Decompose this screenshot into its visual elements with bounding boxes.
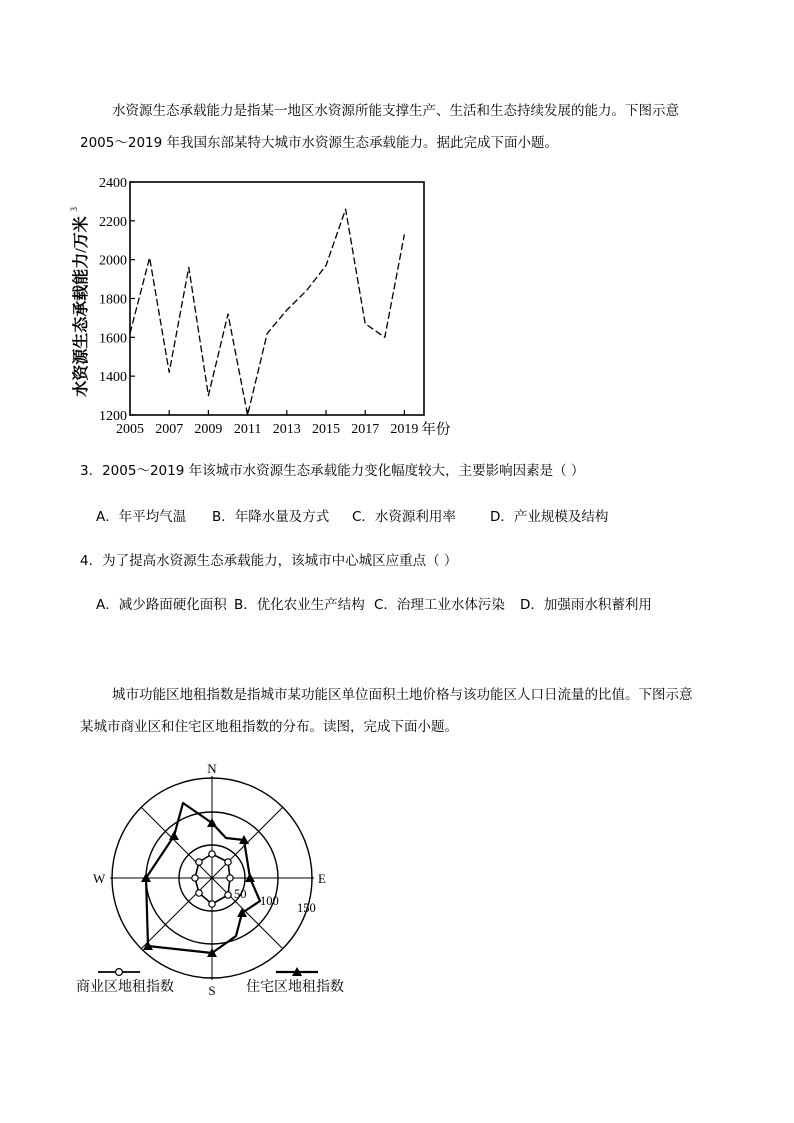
intro2-line2: 某城市商业区和住宅区地租指数的分布。读图，完成下面小题。 bbox=[80, 719, 458, 735]
commercial-marker bbox=[225, 859, 231, 865]
x-tick-label: 2019 bbox=[390, 422, 419, 437]
commercial-marker bbox=[225, 892, 231, 898]
x-tick-label: 2013 bbox=[272, 422, 301, 437]
water-capacity-chart bbox=[0, 170, 794, 470]
capacity-series-line bbox=[130, 209, 404, 415]
residential-marker bbox=[169, 831, 179, 840]
radar-ring-label-150: 150 bbox=[297, 901, 316, 915]
legend-residential-label: 住宅区地租指数 bbox=[246, 980, 344, 995]
commercial-marker bbox=[196, 859, 202, 865]
y-tick-label: 1400 bbox=[99, 370, 127, 386]
q4-option-d: D．加强雨水积蓄利用 bbox=[520, 597, 652, 613]
q4-option-c: C．治理工业水体污染 bbox=[374, 597, 505, 613]
y-tick-label: 1200 bbox=[99, 409, 127, 424]
q3-stem: 3．2005～2019 年该城市水资源生态承载能力变化幅度较大，主要影响因素是（ ） bbox=[80, 463, 585, 479]
radar-label-e: E bbox=[318, 871, 326, 886]
y-tick-label: 1800 bbox=[99, 292, 127, 308]
legend-commercial-label: 商业区地租指数 bbox=[76, 980, 174, 995]
x-tick-label: 2011 bbox=[233, 422, 262, 437]
commercial-marker bbox=[209, 901, 215, 907]
commercial-marker bbox=[227, 875, 233, 881]
q3-option-b: B．年降水量及方式 bbox=[212, 509, 330, 525]
y-axis-title: 水资源生态承载能力/万米 bbox=[73, 216, 90, 397]
chart-frame bbox=[130, 182, 424, 415]
intro1-line2: 2005～2019 年我国东部某特大城市水资源生态承载能力。据此完成下面小题。 bbox=[80, 135, 559, 151]
y-tick-label: 2000 bbox=[99, 253, 127, 269]
y-axis-title-superscript: 3 bbox=[69, 207, 79, 212]
legend-commercial-marker bbox=[116, 969, 123, 976]
commercial-marker bbox=[192, 875, 198, 881]
commercial-marker bbox=[209, 851, 215, 857]
x-tick-label: 2015 bbox=[312, 422, 340, 437]
q3-option-c: C．水资源利用率 bbox=[352, 509, 456, 525]
radar-label-s: S bbox=[208, 983, 216, 998]
y-tick-label: 2400 bbox=[99, 176, 127, 191]
q4-stem: 4．为了提高水资源生态承载能力，该城市中心城区应重点（ ） bbox=[80, 553, 458, 569]
rent-index-radar-diagram bbox=[0, 750, 794, 1010]
radar-label-w: W bbox=[93, 871, 106, 886]
x-tick-label: 2005 bbox=[116, 422, 144, 437]
y-tick-label: 2200 bbox=[99, 214, 127, 230]
q4-option-b: B．优化农业生产结构 bbox=[234, 597, 365, 613]
x-tick-label: 2007 bbox=[155, 422, 184, 437]
x-tick-label: 2009 bbox=[194, 422, 223, 437]
radar-ring-label-100: 100 bbox=[260, 894, 279, 908]
radar-ring-label-50: 50 bbox=[234, 887, 247, 901]
y-tick-label: 1600 bbox=[99, 331, 127, 347]
x-axis-unit-label: 年份 bbox=[421, 422, 451, 438]
radar-label-n: N bbox=[207, 761, 217, 776]
x-tick-label: 2017 bbox=[351, 422, 380, 437]
intro1-line1: 水资源生态承载能力是指某一地区水资源所能支撑生产、生活和生态持续发展的能力。下图示意 bbox=[112, 103, 679, 119]
q4-option-a: A．减少路面硬化面积 bbox=[96, 597, 227, 613]
legend-residential bbox=[246, 967, 344, 995]
commercial-marker bbox=[196, 890, 202, 896]
legend-commercial bbox=[76, 969, 174, 995]
q3-option-d: D．产业规模及结构 bbox=[490, 509, 609, 525]
q3-option-a: A．年平均气温 bbox=[96, 509, 187, 525]
intro2-line1: 城市功能区地租指数是指城市某功能区单位面积土地价格与该功能区人口日流量的比值。下图示意 bbox=[112, 687, 693, 703]
